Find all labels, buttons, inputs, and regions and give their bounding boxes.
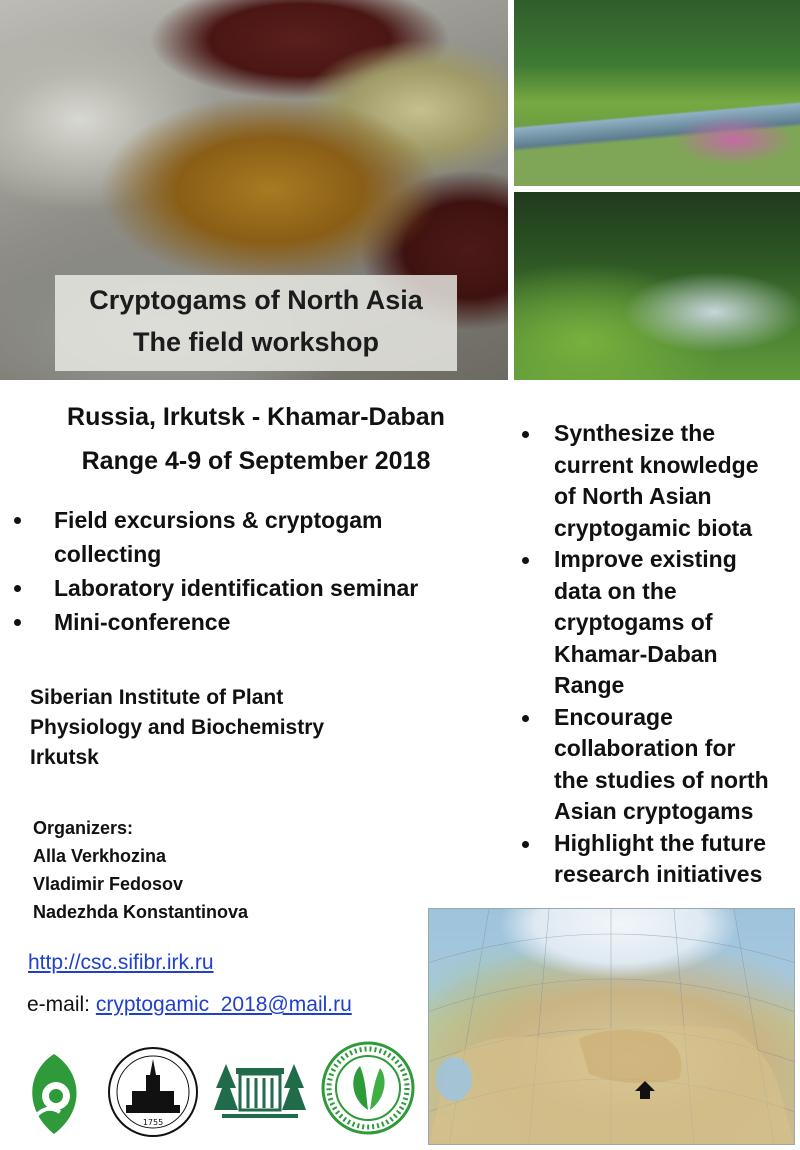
institute-line-1: Siberian Institute of Plant (30, 686, 284, 709)
river-photo-bottom (514, 192, 800, 380)
goal-item: Highlight the future research initiatives (512, 828, 800, 891)
river-photo-top (514, 0, 800, 186)
email-link[interactable]: cryptogamic_2018@mail.ru (95, 993, 352, 1016)
organizer-name: Vladimir Fedosov (33, 874, 184, 894)
title-box (55, 275, 457, 371)
organizer-name: Nadezhda Konstantinova (33, 902, 249, 922)
map-graticule (429, 909, 794, 1144)
bullet-icon (522, 715, 529, 722)
email-row (27, 993, 352, 1017)
organizer-name: Alla Verkhozina (33, 846, 167, 866)
bullet-icon (522, 557, 529, 564)
activity-item: Mini-conference (0, 605, 512, 639)
botanical-garden-logo (320, 1040, 416, 1136)
goal-item: Improve existing data on the cryptogams of Khamar-Daban Range (512, 544, 800, 702)
email-label: e-mail: (27, 993, 91, 1016)
location-line-2: Range 4-9 of September 2018 (81, 447, 431, 475)
goals-list (512, 418, 800, 891)
title-line-1: Cryptogams of North Asia (89, 285, 423, 315)
goal-item: Synthesize the current knowledge of North Asian cryptogamic biota (512, 418, 800, 544)
website-link[interactable]: http://csc.sifibr.irk.ru (28, 951, 214, 974)
organizers-block (33, 814, 248, 926)
organizers-label: Organizers: (33, 818, 134, 838)
bullet-icon (522, 841, 529, 848)
institute-building-logo (212, 1048, 308, 1132)
msu-year: 1755 (142, 1118, 164, 1127)
bullet-icon (522, 431, 529, 438)
bullet-icon (14, 517, 21, 524)
bullet-icon (14, 619, 21, 626)
moss-photo (0, 0, 508, 380)
title-line-2: The field workshop (132, 327, 380, 357)
location-line-1: Russia, Irkutsk - Khamar-Daban (67, 403, 445, 431)
activity-item: Laboratory identification seminar (0, 571, 512, 605)
msu-logo (106, 1045, 200, 1139)
institute-line-3: Irkutsk (30, 746, 99, 769)
activity-item: Field excursions & cryptogam collecting (0, 503, 512, 571)
institute-block (30, 683, 324, 773)
north-asia-map (428, 908, 795, 1145)
sifibr-leaf-logo (20, 1050, 88, 1138)
goal-item: Encourage collaboration for the studies of north Asian cryptogams (512, 702, 800, 828)
activities-list (0, 503, 512, 639)
bullet-icon (14, 585, 21, 592)
institute-line-2: Physiology and Biochemistry (30, 716, 325, 739)
